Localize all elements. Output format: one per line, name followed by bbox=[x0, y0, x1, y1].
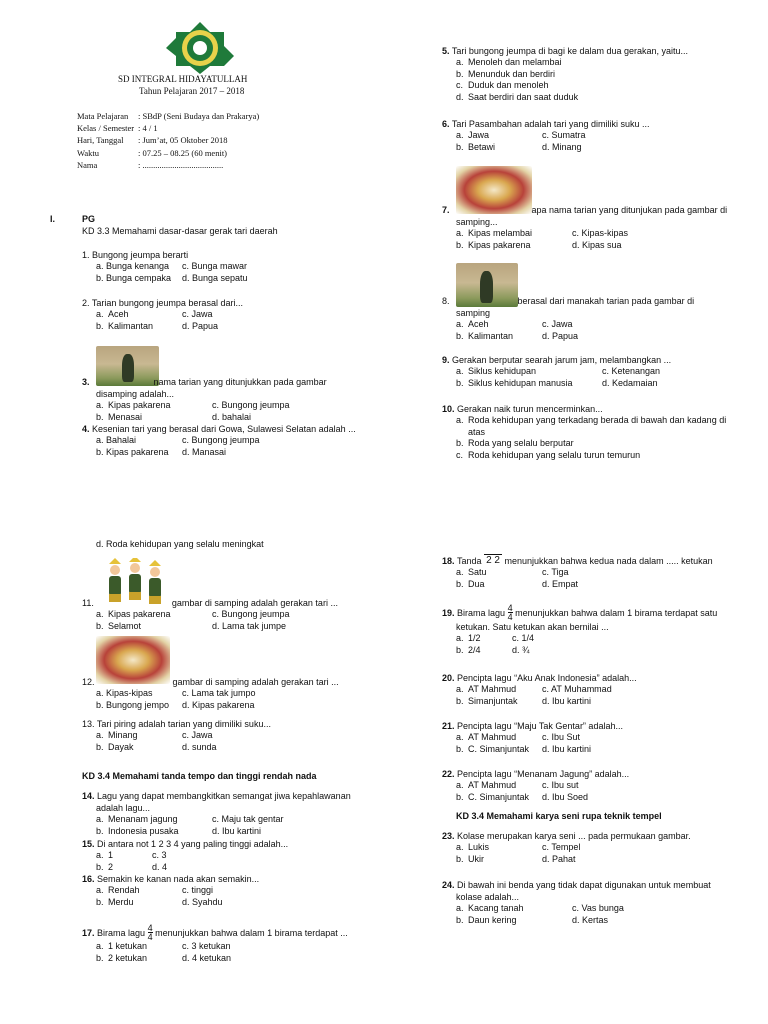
option[interactable]: Saat berdiri dan saat duduk bbox=[468, 91, 579, 102]
question-17: 17. Birama lagu $\frac{4}{4}$ menunjukkan bahwa dalam 1 birama terdapat ... a. 1 ketukan c. 3 ketukan b. 2 ketukan d. 4 ketukan bbox=[82, 923, 348, 963]
option[interactable]: Betawi bbox=[468, 141, 496, 152]
question-8: 8. berasal dari manakah tarian pada gambar di samping a. Aceh c. Jawa b. Kalimantan d. Papua bbox=[442, 296, 695, 341]
question-10: 10. Gerakan naik turun mencerminkan... a. Roda kehidupan yang terkadang berada di bawah dan kadang di atas b. Roda yang selalu berputar c. Roda kehidupan yang selalu turun temurun bbox=[442, 404, 727, 460]
option[interactable]: d. Pahat bbox=[542, 853, 576, 864]
question-16: 16. Semakin ke kanan nada akan semakin... a. Rendah c. tinggi b. Merdu d. Syahdu bbox=[82, 874, 260, 907]
kd-heading-2: KD 3.4 Memahami tanda tempo dan tinggi rendah nada bbox=[82, 771, 317, 781]
option[interactable]: 2 bbox=[108, 861, 114, 872]
school-name: SD INTEGRAL HIDAYATULLAH bbox=[118, 74, 248, 84]
time-label: Waktu bbox=[77, 147, 99, 158]
option[interactable]: b. Bungong jempo bbox=[96, 699, 170, 710]
question-15: 15. Di antara not 1 2 3 4 yang paling tinggi adalah... a. 1 c. 3 b. 2 d. 4 bbox=[82, 839, 289, 872]
question-19: 19. Birama lagu $\frac{4}{4}$ menunjukkan bahwa dalam 1 birama terdapat satu ketukan. Satu ketukan akan bernilai ... a. 1/2 c. 1/4 b. 2/4 d. ¾ bbox=[442, 603, 718, 655]
option[interactable]: Kalimantan bbox=[468, 330, 514, 341]
option[interactable]: AT Mahmud bbox=[468, 684, 517, 694]
option[interactable]: Roda yang selalu berputar bbox=[468, 438, 574, 448]
option-continuation: atas bbox=[468, 426, 486, 437]
option[interactable]: c. Bungong jeumpa bbox=[212, 400, 290, 410]
option[interactable]: 1/2 bbox=[468, 633, 481, 643]
option[interactable]: Jawa bbox=[468, 130, 490, 140]
note-symbol: 2 2 bbox=[486, 555, 500, 566]
option[interactable]: C. Simanjuntak bbox=[468, 743, 530, 754]
option[interactable]: d. ¾ bbox=[512, 644, 530, 655]
option[interactable]: Siklus kehidupan manusia bbox=[468, 377, 573, 388]
info-block bbox=[77, 110, 259, 171]
option[interactable]: Kalimantan bbox=[108, 320, 154, 331]
option[interactable]: Selamot bbox=[108, 620, 142, 631]
option[interactable]: c. Vas bunga bbox=[572, 903, 624, 913]
option[interactable]: c. Jawa bbox=[182, 730, 213, 740]
option[interactable]: Menunduk dan berdiri bbox=[468, 68, 556, 79]
subject-value: : SBdP (Seni Budaya dan Prakarya) bbox=[138, 111, 260, 121]
question-1: 1. Bungong jeumpa berarti a. Bunga kenanga c. Bunga mawar b. Bunga cempaka d. Bunga sepatu bbox=[82, 250, 248, 283]
question-11: 11. gambar di samping adalah gerakan tari ... a. Kipas pakarena c. Bungong jeumpa b. Selamot d. Lama tak jumpe bbox=[82, 598, 338, 631]
class-label: Kelas / Semester bbox=[77, 123, 135, 134]
question-5: 5. Tari bungong jeumpa di bagi ke dalam dua gerakan, yaitu... a. Menoleh dan melambai b. Menunduk dan berdiri c. Duduk dan menoleh d. Saat berdiri dan saat duduk bbox=[442, 46, 689, 102]
option[interactable]: a. Bunga kenanga bbox=[96, 261, 170, 271]
option[interactable]: 2 ketukan bbox=[108, 952, 148, 963]
option[interactable]: b. Bunga cempaka bbox=[96, 272, 172, 283]
option[interactable]: d. Kertas bbox=[572, 914, 609, 925]
question-23: 23. Kolase merupakan karya seni ... pada permukaan gambar. a. Lukis c. Tempel b. Ukir d. Pahat bbox=[442, 831, 691, 864]
option[interactable]: d. Syahdu bbox=[182, 896, 223, 907]
option[interactable]: C. Simanjuntak bbox=[468, 791, 530, 802]
time-value: : 07.25 – 08.25 (60 menit) bbox=[138, 147, 228, 158]
option[interactable]: c. Tiga bbox=[542, 567, 569, 577]
option[interactable]: d. Kipas sua bbox=[572, 239, 622, 250]
option[interactable]: Rendah bbox=[108, 885, 140, 895]
option[interactable]: 2/4 bbox=[468, 644, 481, 655]
kd-heading-1: KD 3.3 Memahami dasar-dasar gerak tari daerah bbox=[82, 226, 278, 236]
day-label: Hari, Tanggal bbox=[77, 135, 124, 146]
option[interactable]: Satu bbox=[468, 567, 487, 577]
name-value: : ...................................... bbox=[138, 159, 224, 170]
question-2: 2. Tarian bungong jeumpa berasal dari... a. Aceh c. Jawa b. Kalimantan d. Papua bbox=[82, 298, 243, 331]
option[interactable]: d. Papua bbox=[182, 320, 219, 331]
option[interactable]: Kipas pakarena bbox=[108, 609, 171, 619]
school-logo bbox=[164, 20, 236, 76]
question-24: 24. Di bawah ini benda yang tidak dapat digunakan untuk membuat kolase adalah... a. Kacang tanah c. Vas bunga b. Daun kering d. Kertas bbox=[442, 880, 711, 925]
option[interactable]: Menanam jagung bbox=[108, 814, 178, 824]
option[interactable]: d. Lama tak jumpe bbox=[212, 620, 287, 631]
option[interactable]: Ukir bbox=[468, 853, 484, 864]
option[interactable]: c. 3 bbox=[152, 850, 167, 860]
option[interactable]: c. Ketenangan bbox=[602, 366, 661, 376]
option[interactable]: d. Ibu Soed bbox=[542, 791, 589, 802]
question-9: 9. Gerakan berputar searah jarum jam, melambangkan ... a. Siklus kehidupan c. Ketenangan b. Siklus kehidupan manusia d. Kedamaian bbox=[442, 355, 672, 388]
question-20: 20. Pencipta lagu “Aku Anak Indonesia” adalah... a. AT Mahmud c. AT Muhammad b. Simanjuntak d. Ibu kartini bbox=[442, 673, 637, 706]
option[interactable]: Kacang tanah bbox=[468, 903, 524, 913]
option[interactable]: d. bahalai bbox=[212, 411, 252, 422]
time-signature: $\frac{4}{4}$ bbox=[507, 603, 513, 622]
option[interactable]: d. Manasai bbox=[182, 446, 227, 457]
option[interactable]: c. 3 ketukan bbox=[182, 941, 231, 951]
option[interactable]: c. Jawa bbox=[542, 319, 573, 329]
day-value: : Jum’at, 05 Oktober 2018 bbox=[138, 135, 228, 146]
option[interactable]: Roda kehidupan yang terkadang berada di bawah dan kadang di bbox=[468, 415, 727, 425]
option[interactable]: Kipas pakarena bbox=[468, 239, 531, 250]
option[interactable]: Daun kering bbox=[468, 914, 517, 925]
option[interactable]: d. Minang bbox=[542, 141, 582, 152]
option[interactable]: d. sunda bbox=[182, 741, 217, 752]
option[interactable]: Siklus kehidupan bbox=[468, 366, 537, 376]
option[interactable]: Kipas pakarena bbox=[108, 400, 171, 410]
option[interactable]: a. Kipas-kipas bbox=[96, 688, 153, 698]
question-6: 6. Tari Pasambahan adalah tari yang dimiliki suku ... a. Jawa c. Sumatra b. Betawi d. Minang bbox=[442, 119, 650, 152]
option[interactable]: c. Bungong jeumpa bbox=[212, 609, 290, 619]
question-7: 7. apa nama tarian yang ditunjukan pada gambar di samping... a. Kipas melambai c. Kipas-kipas b. Kipas pakarena d. Kipas sua bbox=[442, 205, 728, 250]
option[interactable]: c. Bunga mawar bbox=[182, 261, 248, 271]
class-value: : 4 / 1 bbox=[138, 123, 158, 134]
option[interactable]: c. Kipas-kipas bbox=[572, 228, 629, 238]
option[interactable]: Merdu bbox=[108, 896, 134, 907]
option[interactable]: d. Ibu kartini bbox=[542, 743, 592, 754]
option[interactable]: c. Bungong jeumpa bbox=[182, 435, 260, 445]
section-title: PG bbox=[82, 214, 96, 224]
option[interactable]: Aceh bbox=[108, 309, 129, 319]
option[interactable]: c. tinggi bbox=[182, 885, 214, 895]
school-year: Tahun Pelajaran 2017 – 2018 bbox=[139, 86, 245, 96]
option[interactable]: Aceh bbox=[468, 319, 489, 329]
option[interactable]: d. Empat bbox=[542, 578, 579, 589]
option[interactable]: Lukis bbox=[468, 842, 490, 852]
question-14: 14. Lagu yang dapat membangkitkan semangat jiwa kepahlawanan adalah lagu... a. Menanam jagung c. Maju tak gentar b. Indonesia pusaka d. Ibu kartini bbox=[82, 791, 351, 836]
option[interactable]: d. 4 bbox=[152, 861, 168, 872]
name-label: Nama bbox=[77, 159, 98, 170]
option[interactable]: Kipas melambai bbox=[468, 228, 533, 238]
option[interactable]: AT Mahmud bbox=[468, 780, 517, 790]
question-4: 4. Kesenian tari yang berasal dari Gowa, Sulawesi Selatan adalah ... a. Bahalai c. Bungong jeumpa b. Kipas pakarena d. Manasai bbox=[82, 424, 356, 457]
option[interactable]: Indonesia pusaka bbox=[108, 825, 179, 836]
question-21: 21. Pencipta lagu “Maju Tak Gentar” adalah... a. AT Mahmud c. Ibu Sut b. C. Simanjuntak d. Ibu kartini bbox=[442, 721, 623, 754]
q10-option-d[interactable]: d. Roda kehidupan yang selalu meningkat bbox=[96, 539, 264, 549]
option[interactable]: c. Sumatra bbox=[542, 130, 586, 140]
time-signature: $\frac{4}{4}$ bbox=[147, 923, 153, 942]
option[interactable]: d. Bunga sepatu bbox=[182, 272, 248, 283]
option[interactable]: Menasai bbox=[108, 411, 143, 422]
question-13: 13. Tari piring adalah tarian yang dimiliki suku... a. Minang c. Jawa b. Dayak d. sunda bbox=[82, 719, 271, 752]
option[interactable]: Roda kehidupan yang selalu turun temurun bbox=[468, 449, 641, 460]
option[interactable]: Dua bbox=[468, 578, 485, 589]
option[interactable]: b. Kipas pakarena bbox=[96, 446, 169, 457]
option[interactable]: Menoleh dan melambai bbox=[468, 57, 562, 67]
option[interactable]: d. Ibu kartini bbox=[542, 695, 592, 706]
option[interactable]: Dayak bbox=[108, 741, 134, 752]
option[interactable]: c. Ibu Sut bbox=[542, 732, 581, 742]
option[interactable]: a. Bahalai bbox=[96, 435, 137, 445]
subject-label: Mata Pelajaran bbox=[77, 111, 129, 121]
option[interactable]: d. 4 ketukan bbox=[182, 952, 232, 963]
option[interactable]: c. Jawa bbox=[182, 309, 213, 319]
option[interactable]: d. Papua bbox=[542, 330, 579, 341]
option[interactable]: c. Tempel bbox=[542, 842, 581, 852]
option[interactable]: c. Lama tak jumpo bbox=[182, 688, 256, 698]
option[interactable]: c. AT Muhammad bbox=[542, 684, 612, 694]
option[interactable]: c. 1/4 bbox=[512, 633, 535, 643]
option[interactable]: c. Ibu sut bbox=[542, 780, 579, 790]
question-18: 18. Tanda 2 2 menunjukkan bahwa kedua nada dalam ..... ketukan a. Satu c. Tiga b. Dua d. Empat bbox=[442, 555, 713, 589]
option[interactable]: Simanjuntak bbox=[468, 695, 518, 706]
option[interactable]: 1 bbox=[108, 850, 114, 860]
question-3: 3. nama tarian yang ditunjukkan pada gambar disamping adalah... a. Kipas pakarena c. Bungong jeumpa b. Menasai d. bahalai bbox=[82, 377, 327, 422]
option[interactable]: d. Kipas pakarena bbox=[182, 699, 255, 710]
option[interactable]: Minang bbox=[108, 730, 138, 740]
question-22: 22. Pencipta lagu “Menanam Jagung” adalah... a. AT Mahmud c. Ibu sut b. C. Simanjuntak d. Ibu Soed bbox=[442, 769, 630, 802]
section-roman: I. bbox=[50, 214, 56, 224]
question-12: 12. gambar di samping adalah gerakan tari ... a. Kipas-kipas c. Lama tak jumpo b. Bungong jempo d. Kipas pakarena bbox=[82, 677, 339, 710]
option[interactable]: c. Maju tak gentar bbox=[212, 814, 284, 824]
option[interactable]: AT Mahmud bbox=[468, 732, 517, 742]
option[interactable]: 1 ketukan bbox=[108, 941, 148, 951]
option[interactable]: d. Kedamaian bbox=[602, 377, 658, 388]
option[interactable]: d. Ibu kartini bbox=[212, 825, 262, 836]
option[interactable]: Duduk dan menoleh bbox=[468, 80, 549, 90]
kd-heading-3: KD 3.4 Memahami karya seni rupa teknik tempel bbox=[456, 811, 662, 821]
